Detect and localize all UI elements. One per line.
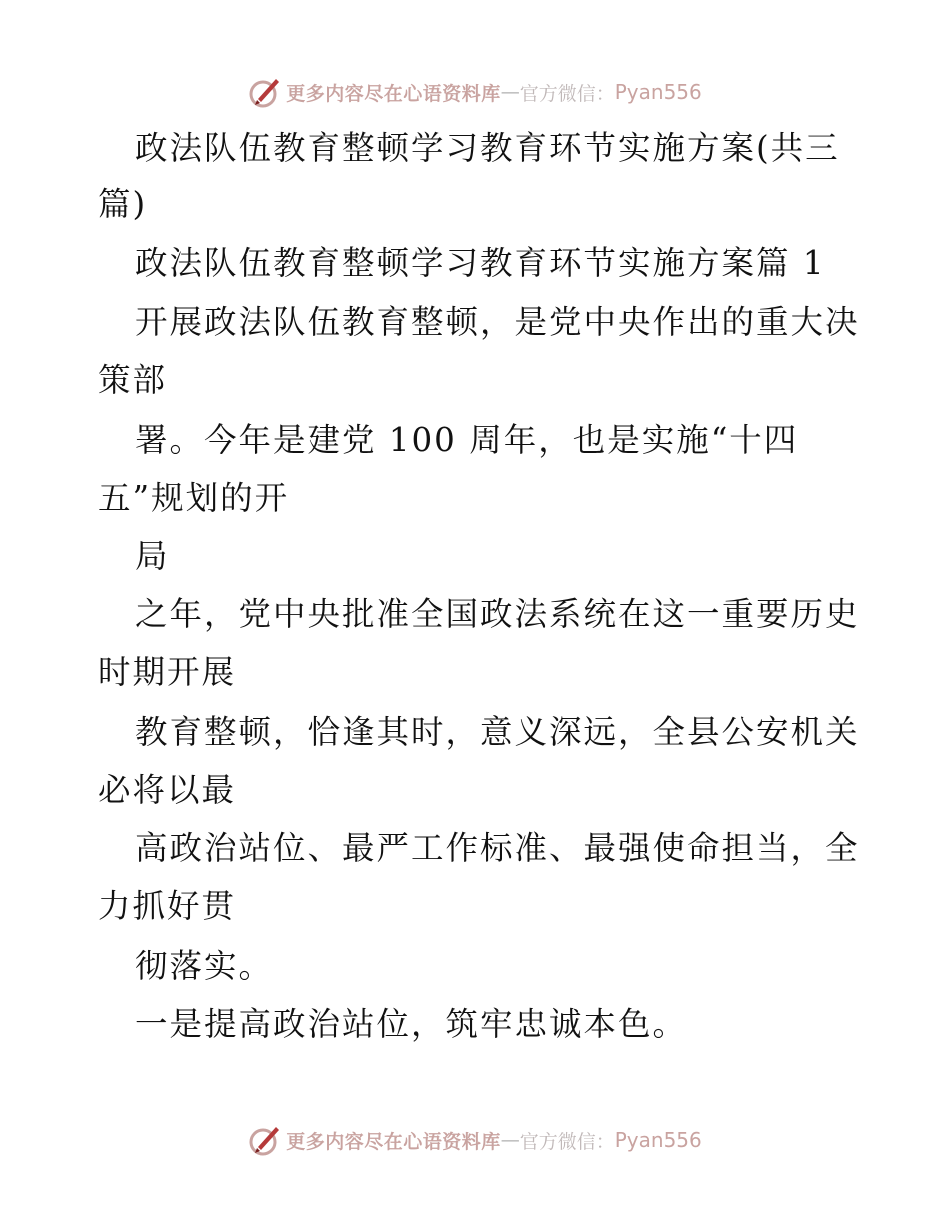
paragraph-line: 一是提高政治站位，筑牢忠诚本色。	[135, 1005, 688, 1043]
paragraph-line: 彻落实。	[135, 947, 274, 985]
document-title-continued: 篇)	[98, 185, 148, 223]
paragraph-line: 高政治站位、最严工作标准、最强使命担当，全	[135, 829, 860, 867]
header-watermark	[0, 72, 950, 112]
paragraph-line: 力抓好贯	[98, 887, 237, 925]
section-heading: 政法队伍教育整顿学习教育环节实施方案篇 1	[135, 244, 826, 282]
paragraph-line: 之年，党中央批准全国政法系统在这一重要历史	[135, 595, 860, 633]
paragraph-line: 局	[135, 537, 170, 575]
paragraph-line: 五”规划的开	[98, 479, 290, 517]
watermark-label: 官方微信：	[519, 1130, 615, 1153]
watermark-account: Pyan556	[614, 1128, 702, 1152]
watermark-separator: —	[500, 1129, 520, 1151]
watermark-label: 官方微信：	[519, 82, 615, 105]
footer-watermark	[0, 1120, 950, 1160]
watermark-brand: 更多内容尽在心语资料库	[286, 1130, 501, 1153]
watermark-separator: —	[500, 81, 520, 103]
paragraph-line: 教育整顿，恰逢其时，意义深远，全县公安机关	[135, 713, 860, 751]
paragraph-line: 署。今年是建党 100 周年，也是实施“十四	[135, 421, 799, 459]
paragraph-line: 必将以最	[98, 771, 237, 809]
watermark-account: Pyan556	[614, 80, 702, 104]
watermark-brand: 更多内容尽在心语资料库	[286, 82, 501, 105]
paragraph-line: 时期开展	[98, 653, 237, 691]
paragraph-line: 策部	[98, 361, 168, 399]
brush-pen-logo-icon	[248, 75, 282, 109]
paragraph-line: 开展政法队伍教育整顿，是党中央作出的重大决	[135, 303, 860, 341]
document-title: 政法队伍教育整顿学习教育环节实施方案(共三	[135, 129, 840, 167]
brush-pen-logo-icon	[248, 1123, 282, 1157]
